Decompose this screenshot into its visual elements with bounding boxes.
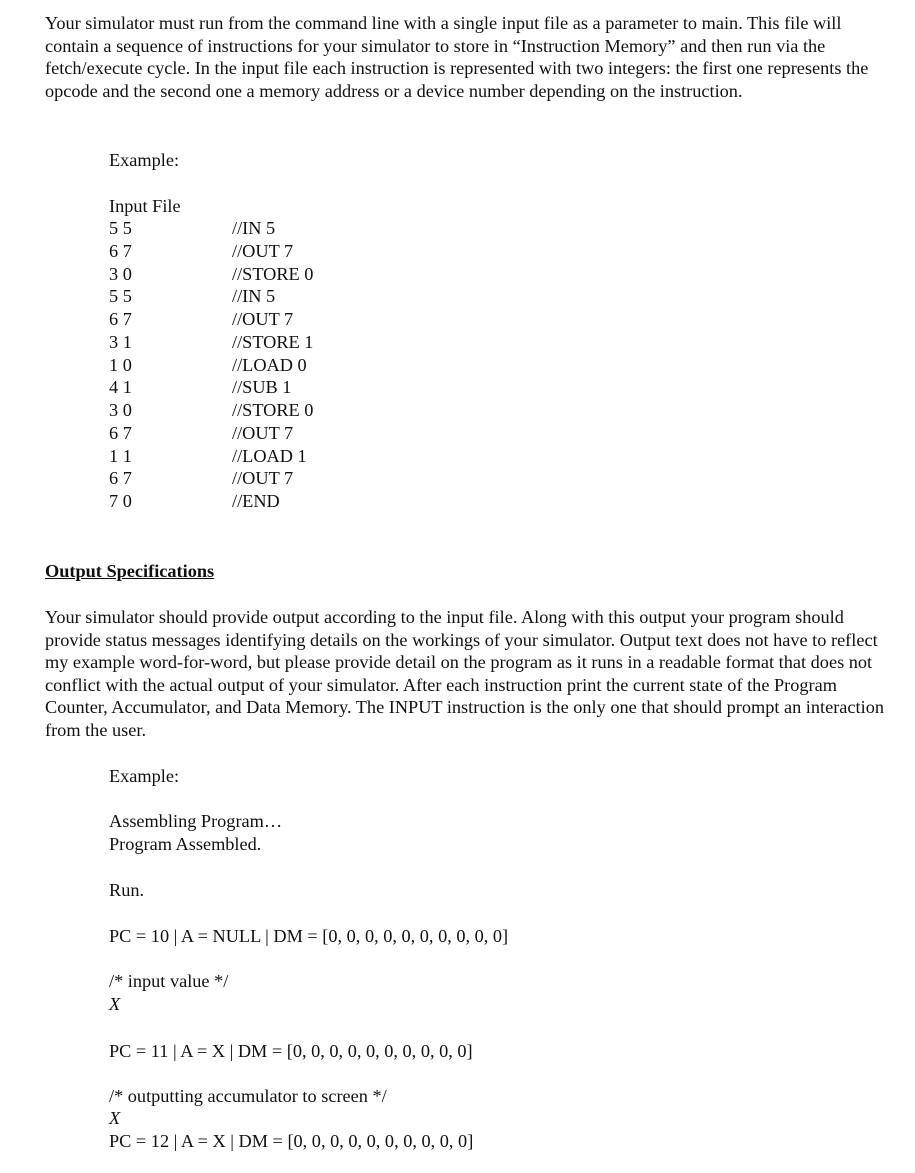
instruction-comment: //OUT 7 [232,468,294,489]
intro-paragraph: Your simulator must run from the command line with a single input file as a parameter to main. This file will contain a sequence of instructions for your simulator to store in “Instruction Memory” and then run via the fetch/execute cycle. In the input file each instruction is represented with two integers: the first one represents the opcode and the second one a memory address or a device number depending on the instruction. [45,13,869,101]
listing-row [109,240,429,263]
instruction-comment: //OUT 7 [232,309,294,329]
example-label: Example: [109,766,180,786]
listing-row [109,285,429,308]
run-message: Run. [109,880,145,900]
instruction-comment: //OUT 7 [232,422,294,443]
listing-row [109,217,429,240]
user-value: X [109,994,121,1014]
listing-row [109,331,429,354]
instruction-code: 6 7 [109,240,132,261]
instruction-code: 3 0 [109,400,132,420]
example-label: Example: [109,150,180,170]
instruction-code: 3 1 [109,331,132,352]
instruction-comment: //STORE 1 [232,331,314,352]
listing-row [109,490,429,513]
status-comment: /* input value */ [109,971,229,991]
instruction-code: 5 5 [109,218,132,238]
assembling-message: Assembling Program… [109,811,283,831]
instruction-comment: //LOAD 1 [232,445,307,466]
listing-row [109,308,429,331]
assembled-message: Program Assembled. [109,834,262,854]
status-comment: /* outputting accumulator to screen */ [109,1086,387,1106]
instruction-code: 4 1 [109,377,132,398]
listing-row [109,376,429,399]
listing-row [109,263,429,286]
instruction-comment: //IN 5 [232,286,276,307]
listing-row [109,399,429,422]
instruction-code: 6 7 [109,468,132,489]
instruction-comment: //OUT 7 [232,240,294,261]
listing-row [109,354,429,377]
state-line: PC = 11 | A = X | DM = [0, 0, 0, 0, 0, 0, 0, 0, 0, 0] [109,1041,473,1061]
listing-row [109,422,429,445]
listing-row [109,445,429,468]
instruction-comment: //SUB 1 [232,377,292,398]
state-line: PC = 10 | A = NULL | DM = [0, 0, 0, 0, 0, 0, 0, 0, 0, 0] [109,926,509,946]
instruction-code: 7 0 [109,491,132,511]
instruction-code: 3 0 [109,263,132,284]
section-heading: Output Specifications [45,561,215,581]
instruction-code: 1 0 [109,354,132,375]
listing-row [109,467,429,490]
instruction-comment: //STORE 0 [232,263,314,284]
instruction-code: 5 5 [109,286,132,307]
instruction-comment: //LOAD 0 [232,354,307,375]
state-line: PC = 12 | A = X | DM = [0, 0, 0, 0, 0, 0, 0, 0, 0, 0] [109,1131,474,1151]
output-spec-paragraph: Your simulator should provide output according to the input file. Along with this output your program should provide status messages identifying details on the workings of your simulator. Output text does not have to reflect my example word-for-word, but please provide detail on the program as it runs in a readable format that does not conflict with the actual output of your simulator. After each instruction print the current state of the Program Counter, Accumulator, and Data Memory. The INPUT instruction is the only one that should prompt an interaction from the user. [45,607,884,740]
instruction-comment: //STORE 0 [232,400,314,420]
instruction-comment: //IN 5 [232,218,276,238]
output-value: X [109,1108,121,1128]
instruction-comment: //END [232,491,280,511]
input-file-label: Input File [109,196,181,216]
instruction-code: 6 7 [109,309,132,329]
input-file-listing [109,217,429,513]
instruction-code: 6 7 [109,422,132,443]
instruction-code: 1 1 [109,445,132,466]
